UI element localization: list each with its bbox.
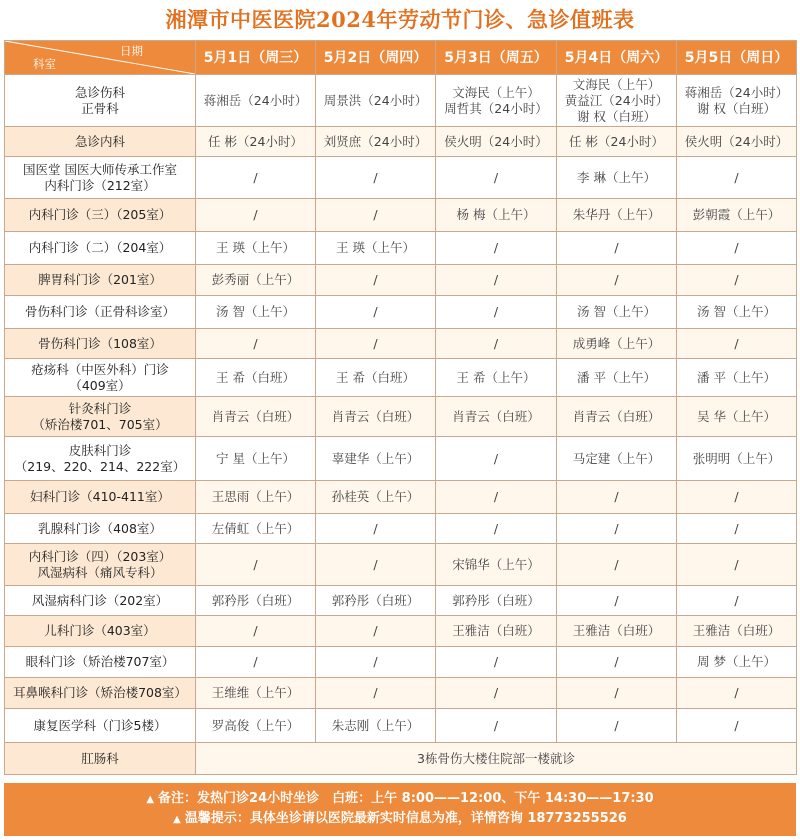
- duty-cell: [677, 437, 797, 481]
- duty-cell: [316, 709, 436, 743]
- duty-cell: [557, 265, 677, 296]
- duty-entry: 潘 平（上午）: [697, 369, 776, 385]
- duty-cell: [557, 709, 677, 743]
- table-row: [5, 359, 797, 397]
- duty-cell: [196, 678, 316, 709]
- duty-entry: 孙桂英（上午）: [331, 489, 420, 504]
- duty-entry: 蒋湘岳（24小时）: [203, 92, 308, 108]
- duty-cell: [196, 586, 316, 616]
- department-cell: [5, 481, 196, 514]
- duty-entry: /: [614, 654, 619, 669]
- triangle-icon: ▲: [146, 794, 155, 805]
- duty-cell: [557, 586, 677, 616]
- duty-cell: [677, 481, 797, 514]
- duty-cell: [557, 75, 677, 127]
- duty-cell: [436, 616, 557, 647]
- department-label: 针灸科门诊: [68, 400, 132, 416]
- duty-cell: [316, 199, 436, 232]
- duty-cell: [436, 514, 557, 544]
- duty-entry: 肖青云（白班）: [572, 408, 661, 424]
- duty-cell: [316, 616, 436, 647]
- duty-cell: [196, 157, 316, 199]
- duty-entry: 宁 星（上午）: [216, 450, 295, 466]
- duty-cell: [436, 709, 557, 743]
- department-cell: [5, 437, 196, 481]
- duty-entry: 蒋湘岳（24小时）: [684, 84, 789, 100]
- department-cell: [5, 647, 196, 678]
- duty-entry: 肖青云（白班）: [211, 408, 300, 424]
- department-label: （409室）: [69, 377, 131, 393]
- duty-entry: /: [493, 169, 499, 185]
- corner-header: [5, 41, 196, 75]
- duty-cell: [196, 199, 316, 232]
- duty-entry: 王 希（上午）: [456, 369, 536, 385]
- duty-entry: 王 希（白班）: [216, 369, 295, 385]
- duty-entry: 王思雨（上午）: [211, 489, 300, 504]
- duty-entry: 王雅洁（白班）: [572, 623, 661, 638]
- table-row: [5, 75, 797, 127]
- department-label: 国医堂 国医大师传承工作室: [23, 161, 177, 177]
- department-label: 皮肤科门诊: [68, 442, 132, 458]
- duty-entry: /: [373, 304, 378, 319]
- duty-entry: 汤 智（上午）: [216, 304, 295, 319]
- footer-note: 备注：发热门诊24小时坐诊 白班：上午 8:00——12:00、下午 14:30——17:30: [158, 791, 654, 806]
- duty-entry: 王雅洁（白班）: [692, 623, 781, 638]
- duty-entry: 郭矜彤（白班）: [452, 592, 540, 608]
- schedule-body: [5, 75, 797, 775]
- table-row: [5, 514, 797, 544]
- duty-entry: /: [734, 335, 739, 351]
- duty-cell: [196, 296, 316, 329]
- table-row: [5, 127, 797, 157]
- duty-entry: /: [614, 240, 619, 255]
- duty-cell: [557, 397, 677, 437]
- duty-cell: [316, 586, 436, 616]
- duty-entry: /: [253, 335, 258, 351]
- table-row: [5, 647, 797, 678]
- duty-cell: [677, 397, 797, 437]
- department-label: 耳鼻喉科门诊（矫治楼708室）: [13, 685, 187, 700]
- duty-entry: /: [493, 489, 499, 504]
- corner-date-label: 日期: [120, 44, 143, 58]
- duty-cell: [316, 265, 436, 296]
- duty-cell: [557, 296, 677, 329]
- department-label: 风湿病科（痛风专科）: [37, 564, 163, 580]
- duty-cell: [677, 544, 797, 586]
- duty-schedule-table: [4, 40, 797, 775]
- duty-cell: [557, 359, 677, 397]
- duty-cell: [436, 329, 557, 359]
- duty-cell: [677, 232, 797, 265]
- duty-entry: 吴 华（上午）: [697, 408, 776, 424]
- department-cell: [5, 544, 196, 586]
- duty-entry: 汤 智（上午）: [577, 304, 656, 319]
- duty-entry: /: [614, 272, 619, 287]
- duty-cell: [557, 544, 677, 586]
- department-cell: [5, 586, 196, 616]
- duty-cell: [436, 265, 557, 296]
- duty-entry: /: [734, 272, 739, 287]
- duty-cell: [316, 296, 436, 329]
- duty-cell: [316, 75, 436, 127]
- duty-entry: 王 瑛（上午）: [336, 240, 415, 255]
- triangle-icon: ▲: [173, 814, 181, 825]
- duty-cell: [677, 586, 797, 616]
- department-label: 脾胃科门诊（201室）: [38, 272, 162, 287]
- duty-entry: /: [493, 520, 499, 536]
- duty-cell: [677, 359, 797, 397]
- duty-entry: /: [373, 520, 378, 536]
- duty-cell: [677, 265, 797, 296]
- corner-dept-label: 科室: [33, 57, 56, 71]
- duty-entry: /: [734, 520, 739, 536]
- table-row: [5, 544, 797, 586]
- duty-cell: [436, 586, 557, 616]
- duty-entry: /: [493, 717, 499, 733]
- duty-entry: /: [734, 717, 739, 733]
- duty-cell: [677, 647, 797, 678]
- table-row: [5, 709, 797, 743]
- duty-cell: [557, 437, 677, 481]
- duty-cell: [196, 514, 316, 544]
- merged-note-cell: 3栋骨伤大楼住院部一楼就诊: [196, 743, 797, 775]
- duty-cell: [677, 75, 797, 127]
- duty-entry: 肖青云（白班）: [331, 408, 420, 424]
- duty-entry: 郭矜彤（白班）: [331, 592, 420, 608]
- duty-cell: [196, 481, 316, 514]
- duty-cell: [557, 199, 677, 232]
- duty-cell: [316, 544, 436, 586]
- duty-cell: [436, 199, 557, 232]
- duty-cell: [436, 232, 557, 265]
- duty-entry: 罗高俊（上午）: [211, 717, 300, 733]
- duty-entry: /: [734, 240, 739, 255]
- department-label: 内科门诊（四）（203室）: [28, 548, 172, 564]
- duty-entry: 周景洪（24小时）: [323, 92, 428, 108]
- duty-entry: 彭秀丽（上午）: [211, 272, 300, 287]
- department-cell: [5, 199, 196, 232]
- day-header: 5月2日（周四）: [316, 41, 436, 75]
- department-cell: [5, 709, 196, 743]
- department-label: （219、220、214、222室）: [14, 458, 186, 474]
- page-title: 湘潭市中医医院2024年劳动节门诊、急诊值班表: [165, 7, 635, 32]
- duty-entry: /: [373, 685, 378, 700]
- duty-cell: [196, 232, 316, 265]
- duty-cell: [316, 329, 436, 359]
- duty-entry: /: [614, 685, 619, 700]
- duty-cell: [196, 265, 316, 296]
- duty-cell: [316, 359, 436, 397]
- table-row: [5, 586, 797, 616]
- department-label: 骨伤科门诊（正骨科诊室）: [24, 304, 175, 319]
- duty-entry: /: [373, 556, 378, 572]
- duty-cell: [436, 437, 557, 481]
- duty-cell: [196, 75, 316, 127]
- duty-cell: [196, 437, 316, 481]
- table-row: [5, 397, 797, 437]
- duty-entry: /: [493, 654, 499, 669]
- table-row: [5, 743, 797, 775]
- duty-cell: [196, 647, 316, 678]
- duty-entry: /: [734, 556, 739, 572]
- table-row: [5, 265, 797, 296]
- department-label: 儿科门诊（403室）: [44, 623, 156, 638]
- department-cell: [5, 296, 196, 329]
- duty-cell: [557, 616, 677, 647]
- department-label: 妇科门诊（410-411室）: [30, 489, 170, 504]
- duty-cell: [557, 481, 677, 514]
- duty-cell: [436, 544, 557, 586]
- duty-cell: [557, 127, 677, 157]
- duty-entry: 谢 权（白班）: [697, 100, 776, 116]
- duty-cell: [677, 329, 797, 359]
- duty-entry: 汤 智（上午）: [697, 304, 776, 319]
- duty-cell: [677, 616, 797, 647]
- duty-entry: 宋锦华（上午）: [452, 556, 540, 572]
- duty-cell: [196, 359, 316, 397]
- duty-cell: [316, 514, 436, 544]
- table-row: [5, 296, 797, 329]
- duty-entry: 侯火明（24小时）: [684, 133, 789, 149]
- department-label: 内科门诊（二）（204室）: [28, 240, 172, 255]
- department-label: 正骨科: [81, 100, 119, 116]
- duty-entry: /: [373, 335, 378, 351]
- duty-cell: [436, 647, 557, 678]
- duty-entry: /: [253, 623, 258, 638]
- duty-entry: /: [734, 592, 739, 608]
- table-row: [5, 616, 797, 647]
- duty-entry: /: [614, 717, 619, 733]
- duty-entry: /: [493, 272, 499, 287]
- duty-cell: [196, 544, 316, 586]
- department-label: 疮疡科（中医外科）门诊: [31, 361, 169, 377]
- duty-entry: 彭朝霞（上午）: [692, 207, 781, 222]
- duty-cell: [557, 157, 677, 199]
- duty-entry: /: [493, 240, 499, 255]
- department-label: 急诊伤科: [74, 84, 125, 100]
- duty-cell: [677, 678, 797, 709]
- duty-entry: 朱华丹（上午）: [572, 207, 661, 222]
- duty-entry: /: [734, 169, 739, 185]
- duty-entry: /: [253, 169, 258, 185]
- duty-cell: [316, 437, 436, 481]
- duty-entry: /: [253, 556, 258, 572]
- day-header: 5月5日（周日）: [677, 41, 797, 75]
- department-label: 康复医学科（门诊5楼）: [33, 717, 167, 733]
- duty-entry: /: [614, 520, 619, 536]
- duty-entry: /: [614, 489, 619, 504]
- department-cell: [5, 329, 196, 359]
- duty-entry: 任 彬（24小时）: [569, 133, 664, 149]
- department-label: （矫治楼701、705室）: [32, 416, 168, 432]
- duty-cell: [557, 514, 677, 544]
- duty-cell: [316, 678, 436, 709]
- duty-cell: [316, 481, 436, 514]
- duty-entry: /: [253, 654, 258, 669]
- duty-cell: [316, 397, 436, 437]
- day-header: 5月4日（周六）: [557, 41, 677, 75]
- footer-tip: 温馨提示：具体坐诊请以医院最新实时信息为准，详情咨询 18773255526: [184, 811, 627, 826]
- department-label: 骨伤科门诊（108室）: [38, 335, 162, 351]
- duty-entry: 侯火明（24小时）: [444, 133, 548, 149]
- department-cell: [5, 397, 196, 437]
- duty-entry: 周哲其（24小时）: [444, 100, 548, 116]
- duty-entry: 肖青云（白班）: [452, 408, 540, 424]
- duty-cell: [677, 199, 797, 232]
- department-label: 内科门诊（212室）: [44, 177, 156, 193]
- duty-entry: 王 希（白班）: [336, 369, 415, 385]
- duty-cell: [436, 127, 557, 157]
- department-cell: [5, 678, 196, 709]
- table-row: [5, 678, 797, 709]
- table-row: [5, 199, 797, 232]
- duty-entry: 李 琳（上午）: [577, 169, 656, 185]
- duty-cell: [316, 232, 436, 265]
- duty-entry: /: [614, 556, 619, 572]
- duty-entry: 谢 权（白班）: [577, 108, 656, 124]
- department-cell: [5, 265, 196, 296]
- duty-entry: /: [373, 169, 378, 185]
- duty-cell: [316, 647, 436, 678]
- day-header: 5月3日（周五）: [436, 41, 557, 75]
- department-cell: [5, 157, 196, 199]
- table-row: [5, 481, 797, 514]
- duty-entry: 张明明（上午）: [692, 450, 781, 466]
- duty-cell: [677, 157, 797, 199]
- department-label: 急诊内科: [74, 133, 125, 149]
- day-header: 5月1日（周三）: [196, 41, 316, 75]
- table-row: [5, 232, 797, 265]
- duty-cell: [557, 647, 677, 678]
- duty-entry: /: [373, 207, 378, 222]
- department-cell: [5, 127, 196, 157]
- duty-entry: 潘 平（上午）: [577, 369, 656, 385]
- header-row: [5, 41, 797, 75]
- department-label: 乳腺科门诊（408室）: [38, 520, 162, 536]
- duty-entry: /: [493, 685, 499, 700]
- duty-cell: [436, 75, 557, 127]
- duty-entry: /: [734, 489, 739, 504]
- duty-cell: [196, 397, 316, 437]
- duty-entry: /: [614, 592, 619, 608]
- duty-entry: 刘贤庶（24小时）: [323, 133, 428, 149]
- duty-entry: /: [253, 207, 258, 222]
- duty-entry: 左倩虹（上午）: [211, 520, 300, 536]
- duty-cell: [196, 616, 316, 647]
- duty-cell: [196, 709, 316, 743]
- table-row: [5, 437, 797, 481]
- duty-entry: 马定建（上午）: [572, 450, 661, 466]
- duty-cell: [677, 296, 797, 329]
- duty-cell: [316, 127, 436, 157]
- duty-entry: 黄益江（24小时）: [564, 92, 669, 108]
- footer-note-line: [4, 789, 796, 809]
- duty-cell: [436, 359, 557, 397]
- department-cell: 肛肠科: [5, 743, 196, 775]
- duty-entry: /: [493, 304, 499, 319]
- table-row: [5, 329, 797, 359]
- department-cell: [5, 75, 196, 127]
- duty-entry: 郭矜彤（白班）: [211, 592, 300, 608]
- duty-cell: [677, 127, 797, 157]
- duty-entry: /: [373, 272, 378, 287]
- duty-entry: 周 梦（上午）: [697, 654, 776, 669]
- duty-cell: [677, 514, 797, 544]
- footer-notes: [4, 783, 796, 836]
- duty-cell: [436, 481, 557, 514]
- duty-entry: 王雅洁（白班）: [452, 623, 540, 638]
- duty-entry: /: [373, 623, 378, 638]
- department-cell: [5, 359, 196, 397]
- duty-entry: /: [493, 335, 499, 351]
- duty-cell: [196, 127, 316, 157]
- duty-entry: /: [493, 450, 499, 466]
- duty-entry: 王维维（上午）: [211, 685, 300, 700]
- duty-cell: [196, 329, 316, 359]
- duty-entry: 王 瑛（上午）: [216, 240, 295, 255]
- duty-entry: 朱志刚（上午）: [331, 717, 420, 733]
- duty-entry: 任 彬（24小时）: [208, 133, 303, 149]
- department-label: 风湿病科门诊（202室）: [31, 592, 169, 608]
- duty-entry: 文海民（上午）: [452, 84, 540, 100]
- duty-cell: [316, 157, 436, 199]
- duty-cell: [436, 157, 557, 199]
- department-label: 内科门诊（三）（205室）: [28, 207, 172, 222]
- department-cell: [5, 616, 196, 647]
- duty-entry: /: [373, 654, 378, 669]
- duty-cell: [557, 232, 677, 265]
- department-cell: [5, 514, 196, 544]
- duty-entry: /: [734, 685, 739, 700]
- duty-entry: 杨 梅（上午）: [456, 207, 536, 222]
- duty-entry: 文海民（上午）: [572, 76, 661, 92]
- duty-cell: [436, 296, 557, 329]
- table-row: [5, 157, 797, 199]
- duty-cell: [557, 678, 677, 709]
- duty-cell: [436, 397, 557, 437]
- duty-cell: [436, 678, 557, 709]
- duty-entry: 辜建华（上午）: [331, 450, 420, 466]
- duty-cell: [557, 329, 677, 359]
- department-label: 眼科门诊（矫治楼707室）: [25, 654, 175, 669]
- footer-tip-line: [4, 809, 796, 829]
- duty-entry: 成勇峰（上午）: [572, 335, 661, 351]
- duty-cell: [677, 709, 797, 743]
- department-cell: [5, 232, 196, 265]
